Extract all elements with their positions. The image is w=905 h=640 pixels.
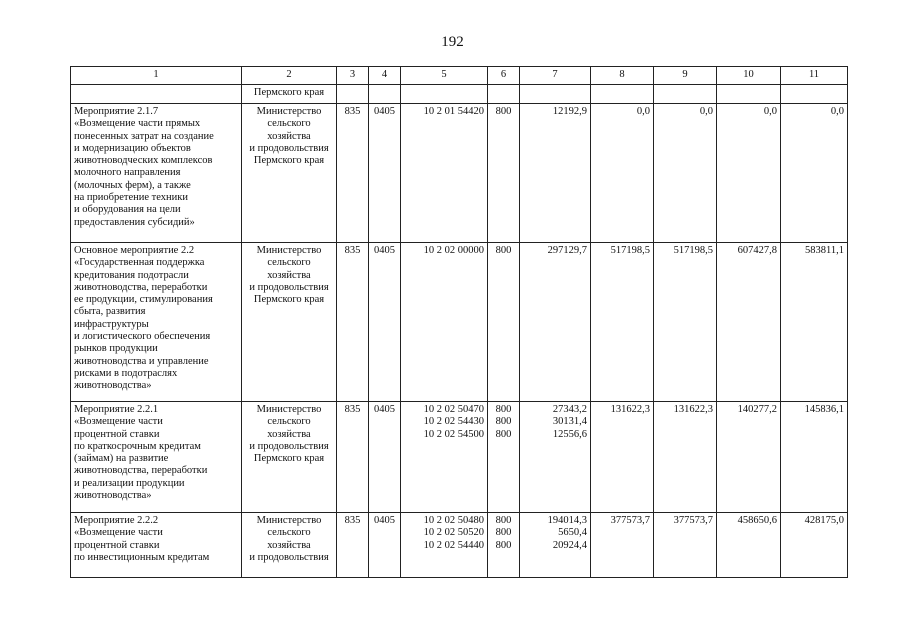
amount-col8: 377573,7 — [591, 513, 654, 578]
target-article — [401, 104, 488, 243]
section-code: 0405 — [369, 402, 401, 513]
amount-col8: 517198,5 — [591, 243, 654, 402]
amount-line: 194014,3 — [547, 515, 587, 526]
amount-line: 297129,7 — [547, 245, 587, 256]
measure-name — [71, 402, 242, 513]
table-row — [71, 243, 848, 402]
header-cell: 7 — [520, 67, 591, 85]
header-cell: 11 — [781, 67, 848, 85]
executor-line: Пермского края — [253, 453, 325, 465]
expense-type-line: 800 — [495, 515, 512, 526]
executor-line: Пермского края — [253, 294, 325, 306]
amount-col9: 0,0 — [654, 104, 717, 243]
measure-name — [71, 243, 242, 402]
header-cell: 4 — [369, 67, 401, 85]
empty-cell — [520, 85, 591, 104]
measure-name-line: (займам) на развитие — [74, 453, 169, 465]
executor-continuation: Пермского края — [242, 85, 337, 104]
executor-line: и продовольствия — [249, 551, 329, 563]
target-article-line: 10 2 02 54430 — [423, 416, 484, 428]
measure-name-line: и реализации продукции — [74, 477, 185, 489]
header-cell: 1 — [71, 67, 242, 85]
expense-type-line: 800 — [495, 416, 512, 428]
amount-line: 20924,4 — [552, 539, 587, 551]
amount-col7 — [520, 513, 591, 578]
budget-table — [70, 66, 848, 578]
executor-line: сельского — [267, 527, 311, 539]
header-cell: 9 — [654, 67, 717, 85]
executor-line: хозяйства — [267, 428, 311, 440]
amount-col10: 140277,2 — [717, 402, 781, 513]
table-row — [71, 513, 848, 578]
measure-name-line: животноводства, переработки — [74, 281, 208, 293]
executor-line: Пермского края — [253, 155, 325, 167]
measure-name-line: Мероприятие 2.2.2 — [74, 515, 159, 526]
header-cell: 10 — [717, 67, 781, 85]
measure-name-line: по краткосрочным кредитам — [74, 440, 201, 452]
empty-cell — [337, 85, 369, 104]
table-row — [71, 104, 848, 243]
executor-line: и продовольствия — [249, 281, 329, 293]
amount-col8: 0,0 — [591, 104, 654, 243]
executor-line: хозяйства — [267, 539, 311, 551]
measure-name-line: рынков продукции — [74, 343, 158, 355]
amount-line: 12192,9 — [552, 106, 587, 117]
expense-type-line: 800 — [495, 404, 512, 415]
expense-type — [488, 243, 520, 402]
amount-col11: 145836,1 — [781, 402, 848, 513]
measure-name-line: Основное мероприятие 2.2 — [74, 245, 195, 256]
measure-name-line: ее продукции, стимулирования — [74, 294, 213, 306]
measure-name-line: и оборудования на цели — [74, 204, 181, 216]
target-article — [401, 402, 488, 513]
measure-name-line: рисками в подотраслях — [74, 367, 178, 379]
executor-line: и продовольствия — [249, 142, 329, 154]
expense-type-line: 800 — [495, 539, 512, 551]
measure-name-line: животноводства и управление — [74, 355, 209, 367]
measure-name-line: «Возмещение части — [74, 416, 163, 428]
header-row — [71, 67, 848, 85]
measure-name-line: животноводческих комплексов — [74, 155, 213, 167]
empty-cell — [401, 85, 488, 104]
measure-name-line: «Возмещение части прямых — [74, 118, 201, 130]
amount-line: 27343,2 — [552, 404, 587, 415]
measure-name-line: инфраструктуры — [74, 318, 149, 330]
amount-col10: 607427,8 — [717, 243, 781, 402]
executor-line: Министерство — [256, 515, 322, 526]
measure-name-line: (молочных ферм), а также — [74, 179, 191, 191]
executor-line: сельского — [267, 118, 311, 130]
measure-name-line: по инвестиционным кредитам — [74, 551, 210, 563]
empty-cell — [71, 85, 242, 104]
measure-name-line: кредитования подотрасли — [74, 269, 189, 281]
measure-name-line: животноводства» — [74, 380, 152, 392]
amount-col9: 377573,7 — [654, 513, 717, 578]
amount-col8: 131622,3 — [591, 402, 654, 513]
section-code: 0405 — [369, 104, 401, 243]
measure-name-line: Мероприятие 2.1.7 — [74, 106, 159, 117]
empty-cell — [488, 85, 520, 104]
target-article-line: 10 2 01 54420 — [423, 106, 484, 117]
amount-col11: 0,0 — [781, 104, 848, 243]
executor-line: Министерство — [256, 404, 322, 415]
empty-cell — [369, 85, 401, 104]
amount-col9: 131622,3 — [654, 402, 717, 513]
measure-name-line: «Государственная поддержка — [74, 257, 205, 269]
table-row — [71, 402, 848, 513]
expense-type — [488, 513, 520, 578]
target-article-line: 10 2 02 50480 — [423, 515, 484, 526]
header-cell: 6 — [488, 67, 520, 85]
measure-name-line: Мероприятие 2.2.1 — [74, 404, 159, 415]
target-article — [401, 243, 488, 402]
continuation-row — [71, 85, 848, 104]
executor-line: сельского — [267, 416, 311, 428]
grbs-code: 835 — [337, 513, 369, 578]
measure-name-line: сбыта, развития — [74, 306, 146, 318]
measure-name-line: и логистического обеспечения — [74, 331, 211, 343]
executor-line: сельского — [267, 257, 311, 269]
expense-type-line: 800 — [495, 245, 512, 256]
target-article-line: 10 2 02 54500 — [423, 428, 484, 440]
amount-line: 30131,4 — [552, 416, 587, 428]
page-number: 192 — [441, 34, 464, 50]
amount-line: 5650,4 — [558, 527, 587, 539]
measure-name — [71, 104, 242, 243]
grbs-code: 835 — [337, 243, 369, 402]
amount-col7 — [520, 104, 591, 243]
expense-type — [488, 104, 520, 243]
target-article-line: 10 2 02 54440 — [423, 539, 484, 551]
target-article-line: 10 2 02 50470 — [423, 404, 484, 415]
executor — [242, 513, 337, 578]
header-cell: 5 — [401, 67, 488, 85]
empty-cell — [717, 85, 781, 104]
executor-line: хозяйства — [267, 269, 311, 281]
measure-name-line: понесенных затрат на создание — [74, 130, 214, 142]
measure-name-line: «Возмещение части — [74, 527, 163, 539]
amount-col10: 0,0 — [717, 104, 781, 243]
expense-type-line: 800 — [495, 527, 512, 539]
empty-cell — [654, 85, 717, 104]
section-code: 0405 — [369, 513, 401, 578]
grbs-code: 835 — [337, 402, 369, 513]
executor-line: и продовольствия — [249, 440, 329, 452]
expense-type-line: 800 — [495, 428, 512, 440]
header-cell: 8 — [591, 67, 654, 85]
measure-name-line: животноводства, переработки — [74, 465, 208, 477]
measure-name-line: на приобретение техники — [74, 192, 188, 204]
target-article — [401, 513, 488, 578]
header-cell: 2 — [242, 67, 337, 85]
executor — [242, 243, 337, 402]
measure-name-line: и модернизацию объектов — [74, 142, 191, 154]
executor-line: Министерство — [256, 245, 322, 256]
amount-col11: 428175,0 — [781, 513, 848, 578]
measure-name-line: предоставления субсидий» — [74, 216, 195, 228]
expense-type — [488, 402, 520, 513]
section-code: 0405 — [369, 243, 401, 402]
amount-col7 — [520, 402, 591, 513]
measure-name-line: процентной ставки — [74, 428, 160, 440]
amount-col9: 517198,5 — [654, 243, 717, 402]
amount-col11: 583811,1 — [781, 243, 848, 402]
measure-name-line: животноводства» — [74, 490, 152, 502]
grbs-code: 835 — [337, 104, 369, 243]
target-article-line: 10 2 02 50520 — [423, 527, 484, 539]
empty-cell — [781, 85, 848, 104]
executor-line: Министерство — [256, 106, 322, 117]
executor — [242, 402, 337, 513]
executor — [242, 104, 337, 243]
empty-cell — [591, 85, 654, 104]
amount-col7 — [520, 243, 591, 402]
measure-name-line: молочного направления — [74, 167, 181, 179]
amount-col10: 458650,6 — [717, 513, 781, 578]
expense-type-line: 800 — [495, 106, 512, 117]
measure-name-line: процентной ставки — [74, 539, 160, 551]
target-article-line: 10 2 02 00000 — [423, 245, 484, 256]
executor-line: хозяйства — [267, 130, 311, 142]
measure-name — [71, 513, 242, 578]
amount-line: 12556,6 — [552, 428, 587, 440]
header-cell: 3 — [337, 67, 369, 85]
